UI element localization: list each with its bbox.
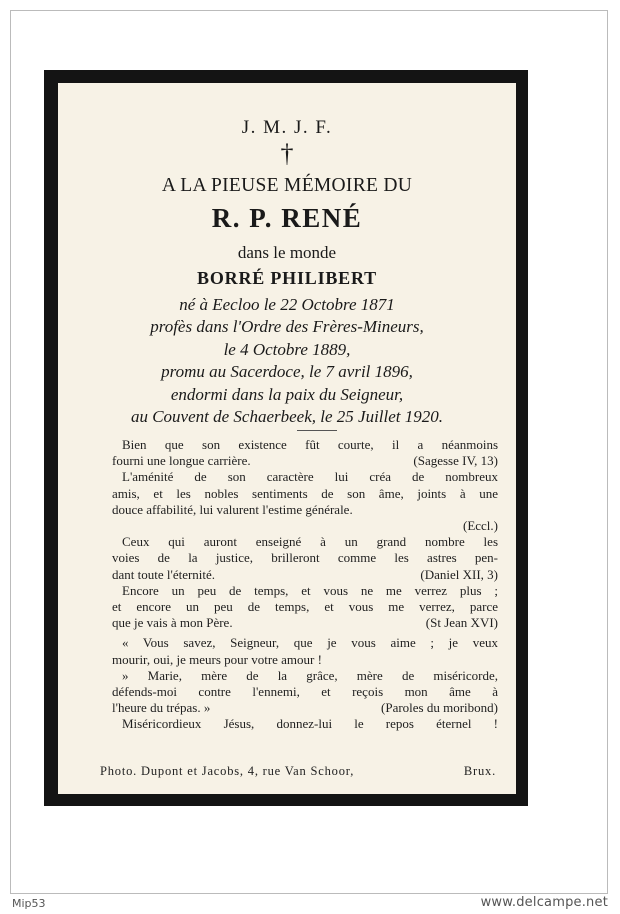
- scripture-reference: (Eccl.): [462, 518, 498, 534]
- bio-line: né à Eecloo le 22 Octobre 1871: [179, 295, 395, 314]
- civil-name: BORRÉ PHILIBERT: [197, 268, 377, 288]
- deceased-religious-name: R. P. RENÉ: [211, 203, 363, 233]
- text-line: Miséricordieux Jésus, donnez-lui le repos éternel !: [122, 716, 498, 732]
- text-row: [112, 567, 498, 583]
- bio-line: endormi dans la paix du Seigneur,: [170, 384, 404, 404]
- text-row: [112, 615, 498, 631]
- text-line: Encore un peu de temps, et vous ne me verrez plus ;: [122, 582, 498, 598]
- bio-line: profès dans l'Ordre des Frères-Mineurs,: [150, 317, 424, 337]
- text-line: Ceux qui auront enseigné à un grand nombre les: [122, 534, 498, 550]
- section-divider: [297, 430, 337, 431]
- text-row: [112, 700, 498, 716]
- scripture-reference: (Sagesse IV, 13): [413, 453, 498, 469]
- text-line: dant toute l'éternité.: [112, 566, 216, 582]
- text-line: amis, et les nobles sentiments de son âme, joints à une: [112, 485, 498, 501]
- text-line: Bien que son existence fût courte, il a néanmoins: [122, 437, 498, 452]
- dans-le-monde-label: dans le monde: [237, 243, 337, 262]
- bio-line: le 4 Octobre 1889,: [223, 339, 351, 359]
- memorial-card: [58, 83, 516, 794]
- text-line: que je vais à mon Père.: [112, 615, 233, 631]
- scripture-reference: (Paroles du moribond): [381, 700, 498, 716]
- text-line: l'heure du trépas. »: [112, 700, 211, 716]
- biography-block: [58, 294, 516, 428]
- bio-line: promu au Sacerdoce, le 7 avril 1896,: [161, 362, 413, 382]
- text-line: douce affabilité, lui valurent l'estime générale.: [112, 501, 353, 517]
- text-line: et encore un peu de temps, et vous me verrez, parce: [112, 599, 498, 615]
- text-line: mourir, oui, je meurs pour votre amour !: [112, 651, 322, 667]
- text-line: défends-moi contre l'ennemi, et reçois mon âme à: [112, 684, 498, 700]
- photo-credit-city: Brux.: [463, 764, 496, 778]
- scripture-text: [112, 437, 498, 733]
- text-line: « Vous savez, Seigneur, que je vous aime ; je veux: [122, 635, 498, 651]
- bio-line: au Couvent de Schaerbeek, le 25 Juillet 1920.: [130, 407, 444, 427]
- cross-icon: †: [280, 139, 294, 168]
- text-line: L'aménité de son caractère lui créa de nombreux: [122, 469, 498, 485]
- text-line: fourni une longue carrière.: [112, 453, 251, 469]
- scripture-reference: (Daniel XII, 3): [420, 566, 498, 582]
- text-line: » Marie, mère de la grâce, mère de miséricorde,: [122, 667, 498, 683]
- text-line: voies de la justice, brilleront comme les astres pen-: [112, 550, 498, 566]
- photo-credit: [100, 764, 496, 779]
- seller-watermark: Mip53: [12, 897, 46, 910]
- scripture-reference: (St Jean XVI): [425, 615, 498, 631]
- photo-credit-text: Photo. Dupont et Jacobs, 4, rue Van Schoor,: [100, 764, 355, 778]
- text-row: [112, 453, 498, 469]
- site-watermark: www.delcampe.net: [480, 895, 608, 910]
- card-header-jmjf: J. M. J. F.: [241, 117, 333, 138]
- memoire-heading: A LA PIEUSE MÉMOIRE DU: [161, 175, 413, 196]
